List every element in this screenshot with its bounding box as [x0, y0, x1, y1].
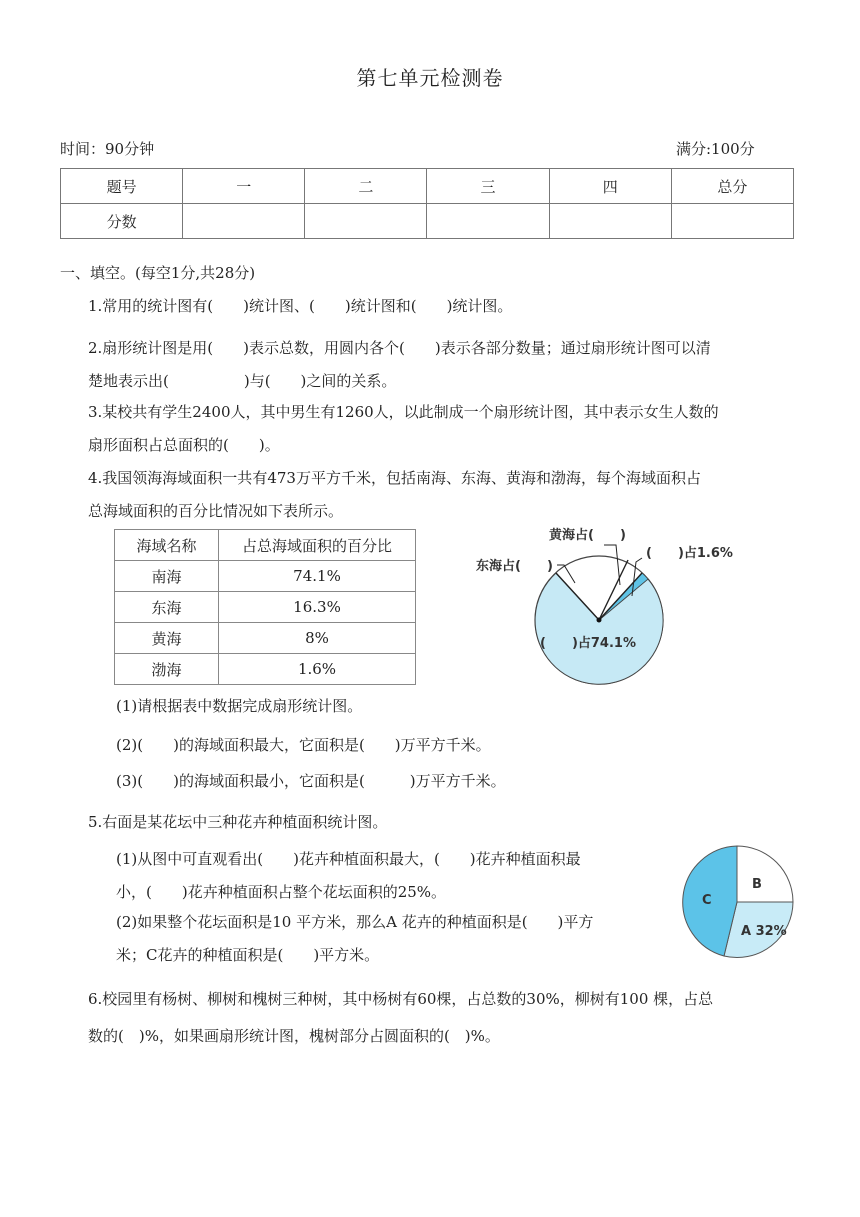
sea-name-cell: 黄海: [115, 623, 219, 654]
question-5-sub-2-line-1: (2)如果整个花坛面积是10 平方米，那么A 花卉的种植面积是( )平方: [116, 913, 594, 931]
pie-b-sector: [737, 846, 793, 902]
sea-area-table: [114, 529, 416, 685]
grade-header-cell: 总分: [671, 169, 793, 204]
score-cell[interactable]: [427, 204, 549, 239]
question-3-line-2: 扇形面积占总面积的( )。: [88, 436, 280, 454]
question-1: 1.常用的统计图有( )统计图、( )统计图和( )统计图。: [88, 297, 513, 315]
sea-percent-cell: 1.6%: [219, 654, 416, 685]
question-2-line-1: 2.扇形统计图是用( )表示总数，用圆内各个( )表示各部分数量；通过扇形统计图可以清: [88, 339, 711, 357]
question-3: [88, 396, 804, 462]
exam-time: 时间：90分钟: [60, 140, 155, 158]
page-title: 第七单元检测卷: [356, 66, 504, 90]
grade-table-score-row: [61, 204, 794, 239]
grade-header-cell: 四: [549, 169, 671, 204]
score-cell[interactable]: [183, 204, 305, 239]
score-cell[interactable]: [305, 204, 427, 239]
sea-table-header-row: [115, 530, 416, 561]
question-6-line-1: 6.校园里有杨树、柳树和槐树三种树，其中杨树有60棵，占总数的30%，柳树有100 棵，占总: [88, 990, 714, 1008]
pie-a-label: A 32%: [741, 924, 787, 939]
grade-table-header-row: [61, 169, 794, 204]
question-5-sub-2-line-2: 米；C花卉的种植面积是( )平方米。: [116, 946, 380, 964]
sea-table-row: [115, 654, 416, 685]
sea-percent-cell: 8%: [219, 623, 416, 654]
yellow-sea-label: 黄海占( ): [549, 528, 626, 543]
sea-name-cell: 渤海: [115, 654, 219, 685]
pie-c-label: C: [702, 893, 712, 908]
score-cell[interactable]: [549, 204, 671, 239]
question-5-sub-1-line-2: 小，( )花卉种植面积占整个花坛面积的25%。: [116, 883, 447, 901]
question-5: 5.右面是某花坛中三种花卉种植面积统计图。: [88, 813, 388, 831]
full-score: 满分:100分: [676, 140, 755, 158]
question-3-line-1: 3.某校共有学生2400人，其中男生有1260人，以此制成一个扇形统计图，其中表示女生人数的: [88, 403, 719, 421]
sea-name-cell: 南海: [115, 561, 219, 592]
pie-b-label: B: [752, 877, 762, 892]
sea-table-row: [115, 592, 416, 623]
score-cell[interactable]: [671, 204, 793, 239]
flower-pie-chart: [672, 840, 802, 965]
grade-header-cell: 二: [305, 169, 427, 204]
sea-table-row: [115, 561, 416, 592]
question-2: [88, 332, 804, 398]
sea-table-row: [115, 623, 416, 654]
sea-percent-cell: 16.3%: [219, 592, 416, 623]
sea-percent-cell: 74.1%: [219, 561, 416, 592]
grade-row-label: 分数: [61, 204, 183, 239]
question-6-line-2: 数的( )%，如果画扇形统计图，槐树部分占圆面积的( )%。: [88, 1027, 500, 1045]
sea-table-header: 海域名称: [115, 530, 219, 561]
grade-table: [60, 168, 794, 239]
grade-header-cell: 题号: [61, 169, 183, 204]
question-5-sub-1-line-1: (1)从图中可直观看出( )花卉种植面积最大，( )花卉种植面积最: [116, 850, 581, 868]
grade-header-cell: 三: [427, 169, 549, 204]
grade-header-cell: 一: [183, 169, 305, 204]
question-4-sub-1: (1)请根据表中数据完成扇形统计图。: [116, 697, 363, 715]
sea-name-cell: 东海: [115, 592, 219, 623]
section-heading: 一、填空。(每空1分,共28分): [60, 264, 256, 282]
question-4-line-1: 4.我国领海海域面积一共有473万平方千米，包括南海、东海、黄海和渤海，每个海域面积占: [88, 469, 701, 487]
question-5-sub-2: [116, 906, 676, 972]
question-4-sub-3: (3)( )的海域面积最小，它面积是( )万平方千米。: [116, 772, 506, 790]
question-4-line-2: 总海域面积的百分比情况如下表所示。: [88, 502, 344, 520]
south-sea-label: ( )占74.1%: [540, 636, 636, 651]
pie-center-dot: [597, 618, 602, 623]
sea-pie-chart: [460, 515, 750, 690]
question-6: [88, 983, 804, 1053]
question-2-line-2: 楚地表示出( )与( )之间的关系。: [88, 372, 397, 390]
bohai-label: ( )占1.6%: [646, 546, 733, 561]
east-sea-label: 东海占( ): [476, 559, 553, 574]
sea-table-header: 占总海域面积的百分比: [219, 530, 416, 561]
question-5-sub-1: [116, 843, 676, 909]
question-4-sub-2: (2)( )的海域面积最大，它面积是( )万平方千米。: [116, 736, 491, 754]
